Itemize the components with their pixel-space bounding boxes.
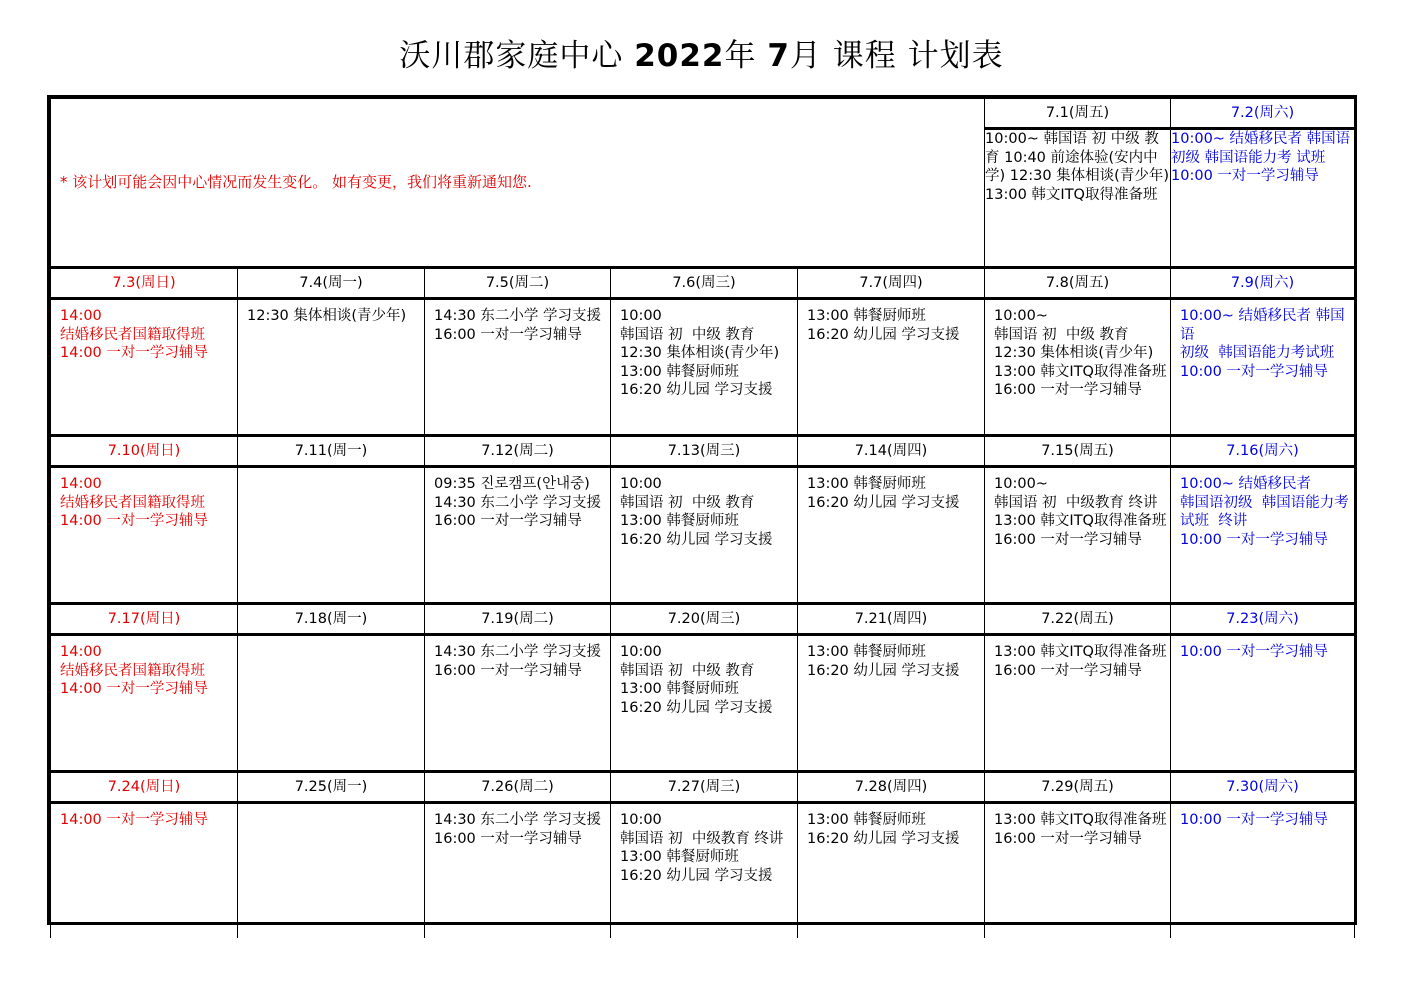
day-cell	[611, 467, 798, 604]
notice-cell	[51, 99, 985, 268]
title-year: 2022	[634, 38, 725, 74]
date-header: 7.11(周一)	[238, 436, 425, 467]
day-events	[238, 636, 424, 643]
day-cell	[798, 299, 985, 436]
day-cell	[798, 467, 985, 604]
date-header: 7.23(周六)	[1171, 604, 1355, 635]
title-month: 7	[767, 38, 790, 74]
day-events: 14:00 结婚移民者国籍取得班 14:00 一对一学习辅导	[60, 644, 208, 697]
week-header-row	[51, 268, 1355, 299]
day-events: 09:35 진로캠프(안내중) 14:30 东二小学 学习支援 16:00 一对一学习辅导	[434, 476, 602, 529]
day-cell	[985, 803, 1171, 939]
day-cell	[51, 467, 238, 604]
day-events: 12:30 集体相谈(青少年)	[247, 308, 407, 324]
week-body-row	[51, 299, 1355, 436]
date-header: 7.24(周日)	[51, 772, 238, 803]
day-cell	[238, 803, 425, 939]
date-header: 7.6(周三)	[611, 268, 798, 299]
date-header: 7.4(周一)	[238, 268, 425, 299]
date-header: 7.22(周五)	[985, 604, 1171, 635]
day-cell	[611, 803, 798, 939]
date-header: 7.2(周六)	[1171, 99, 1355, 129]
day-events: 10:00 一对一学习辅导	[1180, 644, 1328, 660]
day-events: 13:00 韩餐厨师班 16:20 幼儿园 学习支援	[807, 812, 960, 847]
date-header: 7.27(周三)	[611, 772, 798, 803]
day-cell	[611, 635, 798, 772]
day-events: 14:00 一对一学习辅导	[60, 812, 208, 828]
week-header-row	[51, 772, 1355, 803]
day-cell	[985, 299, 1171, 436]
week-header-row	[51, 604, 1355, 635]
day-cell	[985, 467, 1171, 604]
weeks-body	[51, 268, 1355, 939]
first-week-header-row	[51, 99, 1355, 129]
date-header: 7.25(周一)	[238, 772, 425, 803]
page-title	[0, 30, 1403, 75]
day-cell	[1171, 467, 1355, 604]
day-cell	[51, 635, 238, 772]
day-events: 10:00 韩国语 初 中级 教育 13:00 韩餐厨师班 16:20 幼儿园 学习支援	[620, 644, 773, 716]
day-cell	[238, 299, 425, 436]
date-header: 7.13(周三)	[611, 436, 798, 467]
day-events: 10:00 韩国语 初 中级教育 终讲 13:00 韩餐厨师班 16:20 幼儿园 学习支援	[620, 812, 784, 884]
day-events: 13:00 韩餐厨师班 16:20 幼儿园 学习支援	[807, 308, 960, 343]
notice-text: * 该计划可能会因中心情况而发生变化。 如有变更，我们将重新通知您.	[60, 173, 532, 192]
day-events: 10:00 一对一学习辅导	[1180, 812, 1328, 828]
title-prefix: 沃川郡家庭中心	[399, 38, 635, 74]
day-events: 10:00~ 韩国语 初 中级教育 终讲 13:00 韩文ITQ取得准备班 16:00 一对一学习辅导	[994, 476, 1167, 548]
day-events	[238, 804, 424, 811]
day-cell	[611, 299, 798, 436]
day-cell	[1171, 635, 1355, 772]
day-events: 10:00 韩国语 初 中级 教育 13:00 韩餐厨师班 16:20 幼儿园 学习支援	[620, 476, 773, 548]
day-events: 13:00 韩文ITQ取得准备班 16:00 一对一学习辅导	[994, 812, 1167, 847]
week-header-row	[51, 436, 1355, 467]
date-header: 7.12(周二)	[425, 436, 611, 467]
day-events: 10:00~ 结婚移民者 韩国语初级 韩国语能力考 试班 10:00 一对一学习辅导	[1171, 131, 1351, 184]
week-body-row	[51, 803, 1355, 939]
date-header: 7.14(周四)	[798, 436, 985, 467]
day-cell	[1171, 129, 1355, 268]
day-cell	[238, 467, 425, 604]
date-header: 7.18(周一)	[238, 604, 425, 635]
date-header: 7.5(周二)	[425, 268, 611, 299]
day-cell	[238, 635, 425, 772]
day-events: 14:30 东二小学 学习支援 16:00 一对一学习辅导	[434, 644, 602, 679]
date-header: 7.28(周四)	[798, 772, 985, 803]
date-header: 7.21(周四)	[798, 604, 985, 635]
date-header: 7.1(周五)	[985, 99, 1171, 129]
day-events: 10:00~ 韩国语 初 中级 教育 10:40 前途体验(安内中学) 12:30 集体相谈(青少年) 13:00 韩文ITQ取得准备班	[985, 131, 1169, 203]
day-cell	[798, 635, 985, 772]
date-header: 7.9(周六)	[1171, 268, 1355, 299]
day-events: 13:00 韩文ITQ取得准备班 16:00 一对一学习辅导	[994, 644, 1167, 679]
date-header: 7.26(周二)	[425, 772, 611, 803]
day-events: 10:00 韩国语 初 中级 教育 12:30 集体相谈(青少年) 13:00 韩餐厨师班 16:20 幼儿园 学习支援	[620, 308, 780, 398]
day-events: 10:00~ 韩国语 初 中级 教育 12:30 集体相谈(青少年) 13:00 韩文ITQ取得准备班 16:00 一对一学习辅导	[994, 308, 1167, 398]
date-header: 7.16(周六)	[1171, 436, 1355, 467]
day-events: 10:00~ 结婚移民者 韩国语 初级 韩国语能力考试班 10:00 一对一学习辅导	[1180, 308, 1345, 380]
date-header: 7.30(周六)	[1171, 772, 1355, 803]
title-month-suffix: 月 课程 计划表	[789, 38, 1004, 74]
day-cell	[425, 299, 611, 436]
day-cell	[425, 635, 611, 772]
date-header: 7.29(周五)	[985, 772, 1171, 803]
date-header: 7.15(周五)	[985, 436, 1171, 467]
day-cell	[1171, 299, 1355, 436]
day-events: 14:30 东二小学 学习支援 16:00 一对一学习辅导	[434, 812, 602, 847]
day-cell	[425, 467, 611, 604]
calendar-table	[50, 98, 1355, 938]
day-cell	[51, 803, 238, 939]
day-cell	[425, 803, 611, 939]
calendar-frame	[47, 95, 1357, 925]
date-header: 7.8(周五)	[985, 268, 1171, 299]
day-cell	[1171, 803, 1355, 939]
day-events: 14:30 东二小学 学习支援 16:00 一对一学习辅导	[434, 308, 602, 343]
date-header: 7.10(周日)	[51, 436, 238, 467]
week-body-row	[51, 467, 1355, 604]
date-header: 7.17(周日)	[51, 604, 238, 635]
date-header: 7.19(周二)	[425, 604, 611, 635]
day-events: 10:00~ 结婚移民者 韩国语初级 韩国语能力考 试班 终讲 10:00 一对一学习辅导	[1180, 476, 1349, 548]
day-events: 13:00 韩餐厨师班 16:20 幼儿园 学习支援	[807, 644, 960, 679]
day-events	[238, 468, 424, 475]
day-events: 14:00 结婚移民者国籍取得班 14:00 一对一学习辅导	[60, 476, 208, 529]
day-cell	[985, 129, 1171, 268]
date-header: 7.20(周三)	[611, 604, 798, 635]
day-cell	[51, 299, 238, 436]
week-body-row	[51, 635, 1355, 772]
day-events: 13:00 韩餐厨师班 16:20 幼儿园 学习支援	[807, 476, 960, 511]
title-year-suffix: 年	[724, 38, 768, 74]
day-cell	[798, 803, 985, 939]
date-header: 7.7(周四)	[798, 268, 985, 299]
date-header: 7.3(周日)	[51, 268, 238, 299]
day-cell	[985, 635, 1171, 772]
day-events: 14:00 结婚移民者国籍取得班 14:00 一对一学习辅导	[60, 308, 208, 361]
